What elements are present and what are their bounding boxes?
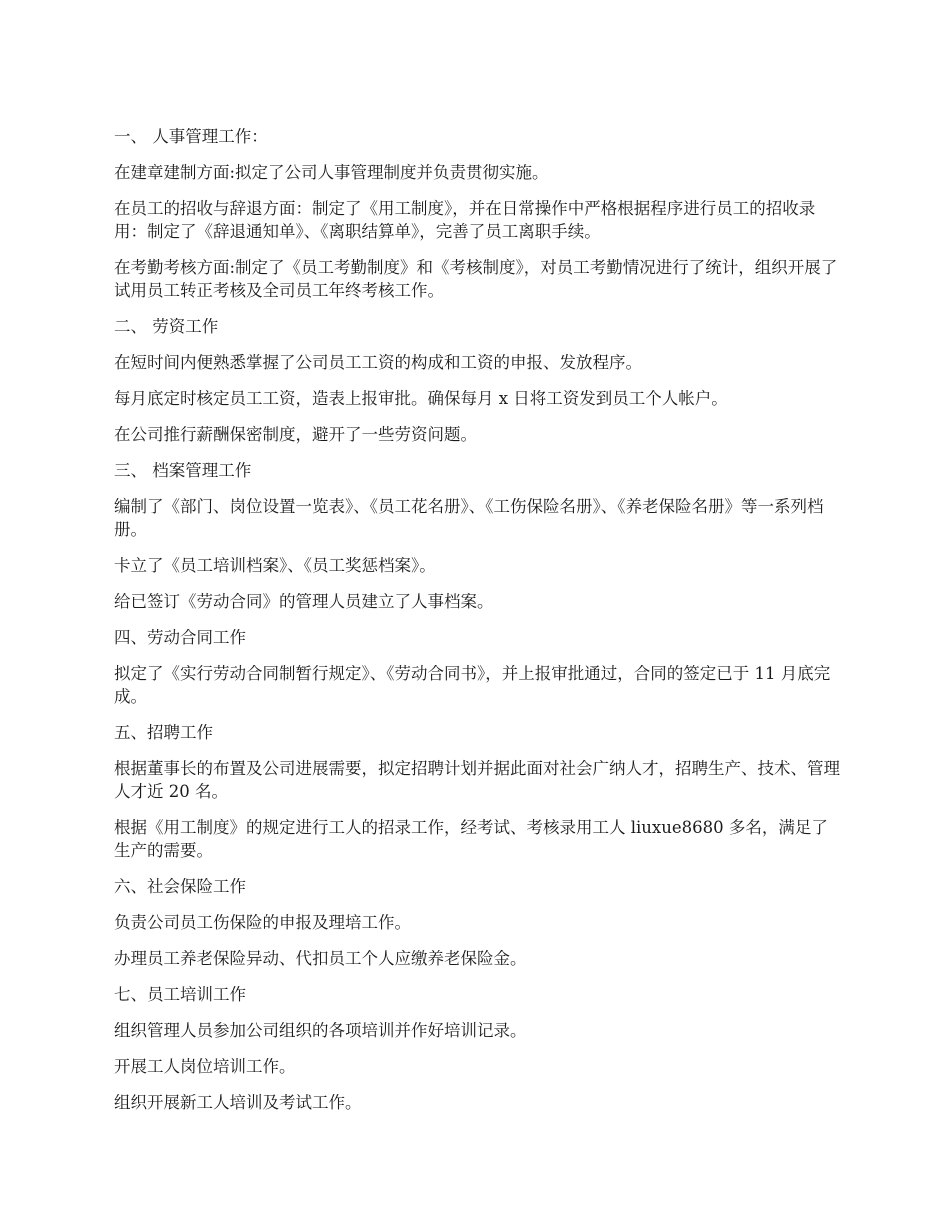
- paragraph: 卡立了《员工培训档案》、《员工奖惩档案》。: [114, 556, 436, 575]
- paragraph: 在短时间内便熟悉掌握了公司员工工资的构成和工资的申报、发放程序。: [114, 353, 642, 372]
- section-heading-training: 七、员工培训工作: [114, 985, 246, 1004]
- paragraph: 编制了《部门、岗位设置一览表》、《员工花名册》、《工伤保险名册》、《养老保险名册》等一系列档册。: [114, 497, 824, 539]
- paragraph: 负责公司员工伤保险的申报及理培工作。: [114, 913, 411, 932]
- paragraph: 根据董事长的布置及公司进展需要，拟定招聘计划并据此面对社会广纳人才，招聘生产、技术、管理人才近 20 名。: [114, 759, 840, 801]
- section-heading-labor-wages: 二、 劳资工作: [114, 317, 219, 336]
- section-heading-labor-contract: 四、劳动合同工作: [114, 628, 246, 647]
- section-heading-archives: 三、 档案管理工作: [114, 461, 252, 480]
- section-heading-personnel: 一、 人事管理工作：: [114, 127, 268, 146]
- paragraph: 每月底定时核定员工工资，造表上报审批。确保每月 x 日将工资发到员工个人帐户。: [114, 389, 728, 408]
- paragraph: 给已签订《劳动合同》的管理人员建立了人事档案。: [114, 592, 494, 611]
- paragraph: 在员工的招收与辞退方面：制定了《用工制度》，并在日常操作中严格根据程序进行员工的招收录用：制定了《辞退通知单》、《离职结算单》，完善了员工离职手续。: [114, 199, 816, 241]
- paragraph: 开展工人岗位培训工作。: [114, 1057, 296, 1076]
- paragraph: 在公司推行薪酬保密制度，避开了一些劳资问题。: [114, 425, 477, 444]
- section-heading-social-insurance: 六、社会保险工作: [114, 877, 246, 896]
- paragraph: 在建章建制方面:拟定了公司人事管理制度并负责贯彻实施。: [114, 163, 549, 182]
- section-heading-recruitment: 五、招聘工作: [114, 723, 213, 742]
- paragraph: 拟定了《实行劳动合同制暂行规定》、《劳动合同书》，并上报审批通过，合同的签定已于 11 月底完成。: [114, 664, 831, 706]
- paragraph: 在考勤考核方面:制定了《员工考勤制度》和《考核制度》，对员工考勤情况进行了统计，组织开展了试用员工转正考核及全司员工年终考核工作。: [114, 258, 838, 300]
- paragraph: 组织开展新工人培训及考试工作。: [114, 1093, 362, 1112]
- paragraph: 办理员工养老保险异动、代扣员工个人应缴养老保险金。: [114, 949, 527, 968]
- paragraph: 组织管理人员参加公司组织的各项培训并作好培训记录。: [114, 1021, 527, 1040]
- paragraph: 根据《用工制度》的规定进行工人的招录工作，经考试、考核录用工人 liuxue8680 多名，满足了生产的需要。: [114, 818, 828, 860]
- document-body: [114, 125, 842, 1127]
